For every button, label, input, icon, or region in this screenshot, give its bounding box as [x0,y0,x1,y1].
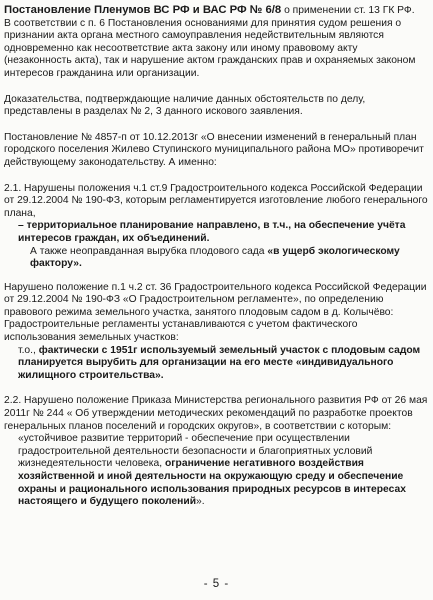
section-p1-quote-bold: фактически с 1951г используемый земельный участок с плодовым садом планируется вырубить для организации на его месте «индивидуального жилищного строительства». [18,344,421,381]
section-2-1-tail [4,246,428,271]
section-2-2-quote [4,433,428,509]
page-number: - 5 - [203,578,230,590]
section-2-1-text: 2.1. Нарушены положения ч.1 ст.9 Градостроительного кодекса Российской Федерации от 29.12.2004 № 190-ФЗ, которым регламентируется изготовление любого генерального плана, [4,182,428,219]
section-2-2-text: 2.2. Нарушено положение Приказа Министерства регионального развития РФ от 26 мая 2011г № 244 « Об утверждении методических рекомендаций по разработке проектов генеральных планов поселений и городских округов», в соответствии с которым: [4,395,428,432]
section-p1-text: Нарушено положение п.1 ч.2 ст. 36 Градостроительного кодекса Российской Федерации от 29.12.2004 № 190-ФЗ «О Градостроительном регламенте», по определению правового режима земельного участка, занятого плодовым садом в д. Колычёво: Градостроительные регламенты устанавливаются с учетом фактического использования земельных участков: [4,281,427,344]
section-2-1-tail-bold: «в ущерб экологическому фактору». [30,245,400,270]
paragraph-3: Постановление № 4857-п от 10.12.2013г «О внесении изменений в генеральный план городского поселения Жилево Ступинского муниципального района МО» противоречит действующему законодательству. А именно: [4,131,424,168]
section-2-2-quote-bold: ограничение негативного воздействия хозяйственной и иной деятельности на окружающую среду и обеспечение охраны и рационального использования природных ресурсов в интересах настоящего и будущего поколений [18,458,406,508]
document-page [4,4,428,600]
section-2-2-quote-plain: «устойчивое развитие территорий - обеспечение при осуществлении градостроительной деятельности безопасности и благоприятных условий жизнедеятельности человека, [18,433,373,470]
section-2-2-quote-end: ». [196,496,205,508]
section-2-1-tail-plain: А также неоправданная вырубка плодового сада [30,245,268,257]
heading-rest: о применении ст. 13 ГК РФ. [281,5,415,16]
section-p1-quote [4,345,428,383]
heading-bold: Постановление Пленумов ВС РФ и ВАС РФ № 6/8 [4,4,282,16]
section-p1-quote-plain: т.о., [18,344,39,356]
section-2-1-bold-quote: – территориальное планирование направлено, в т.ч., на обеспечение учёта интересов граждан, их объединений. [18,220,406,244]
paragraph-1: В соответствии с п. 6 Постановления основаниями для принятия судом решения о признании акта органа местного самоуправления недействительным являются одновременно как несоответствие акта закону или иному правовому акту (незаконность акта), так и нарушение актом гражданских прав и охраняемых законом интересов гражданина или организации. [4,17,416,79]
paragraph-2: Доказательства, подтверждающие наличие данных обстоятельств по делу, представлены в разделах № 2, 3 данного искового заявления. [4,93,366,118]
document-heading [4,4,428,18]
